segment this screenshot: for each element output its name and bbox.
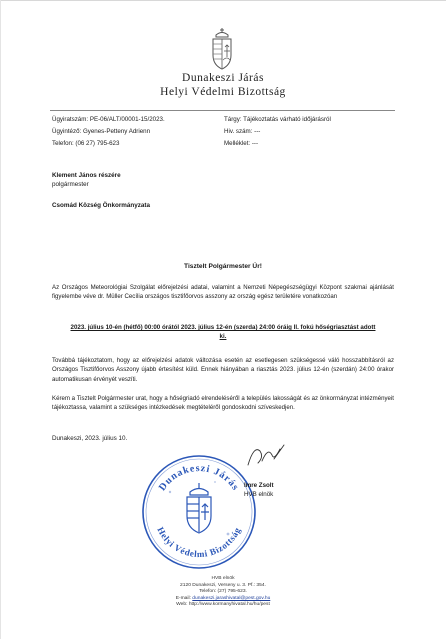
header-divider [50, 110, 395, 111]
signer-role: HVB elnök [244, 491, 274, 498]
meta-right [224, 114, 331, 150]
office-name-line1: Dunakeszi Járás [182, 72, 264, 84]
handwritten-signature [244, 441, 288, 469]
office-name-line2: Helyi Védelmi Bizottság [160, 86, 286, 98]
footer-web-link[interactable]: http://www.kormanyhivatal.hu/hu/pest [188, 602, 270, 608]
meta-left [52, 114, 165, 150]
attachments: Melléklet: --- [224, 140, 259, 147]
addressee-name: Klement János részére [52, 172, 121, 179]
stamp-text-bottom: Helyi Védelmi Bizottság [155, 525, 243, 560]
paragraph-3: Kérem a Tisztelt Polgármester urat, hogy a hőségriadó elrendeléséről a település lakosságát és az önkormányzat intézményeit tájékoztassa, valamint a szükséges intézkedések megtételéről gondoskodni szíveskedjen. [52, 395, 394, 412]
signer-name: Imre Zsolt [244, 482, 274, 489]
footer-web-line [0, 602, 446, 609]
subject: Tárgy: Tájékoztatás várható időjárásról [224, 116, 331, 123]
addressee-organization: Csomád Község Önkormányzata [52, 202, 150, 209]
heat-alert-highlight: 2023. július 10-én (hétfő) 00:00 órától 2023. július 12-én (szerda) 24:00 óráig II. fokú hőségriasztást adott ki. [70, 324, 376, 341]
signer-block [244, 481, 274, 499]
salutation: Tisztelt Polgármester Úr! [184, 263, 262, 270]
official-stamp [140, 452, 258, 570]
stamp-coat-of-arms-icon [187, 483, 211, 533]
date-line: Dunakeszi, 2023. július 10. [52, 435, 128, 442]
footer-email-label: E-mail: [175, 595, 193, 601]
paragraph-2: Továbbá tájékoztatom, hogy az előrejelzési adatok változása esetén az esetlegesen szükségessé váló hosszabbításról az Országos Tisztifőorvos Asszony újabb értesítést küld. Ennek hiányában a riasztás 2023. július 12-én (szerdán) 24:00 órakor automatikusan érvényét veszíti. [52, 357, 394, 383]
case-handler: Ügyintéző: Gyenes-Petteny Adrienn [52, 128, 151, 135]
footer-org: HVB elnök [211, 576, 235, 581]
hungarian-coat-of-arms-icon [207, 27, 237, 71]
footer-web-label: Web: [176, 602, 189, 608]
contact-phone: Telefon: (06 27) 795-623 [52, 140, 120, 147]
case-number: Ügyiratszám: PE-06/ALT/00001-15/2023. [52, 116, 165, 123]
reference-number: Hiv. szám: --- [224, 128, 261, 135]
footer-address: 2120 Dunakeszi, Verseny u. 3. Pf.: 354. [180, 582, 266, 588]
stamp-text-top: Dunakeszi Járás [156, 462, 242, 494]
paragraph-1: Az Országos Meteorológiai Szolgálat előrejelzési adatai, valamint a Nemzeti Népegészségügyi Központ szakmai ajánlását figyelembe véve dr. Müller Cecília országos tisztifőorvos asszony az ország egész területére vonatkozóan [52, 284, 394, 301]
footer-email-link[interactable]: dunakeszi.jarashivatal@pest.gov.hu [192, 595, 271, 601]
page-border-top [0, 0, 446, 1]
letter-footer [0, 576, 446, 609]
addressee-title: polgármester [52, 181, 89, 188]
footer-phone: Telefon: (27) 795-623. [199, 589, 247, 595]
